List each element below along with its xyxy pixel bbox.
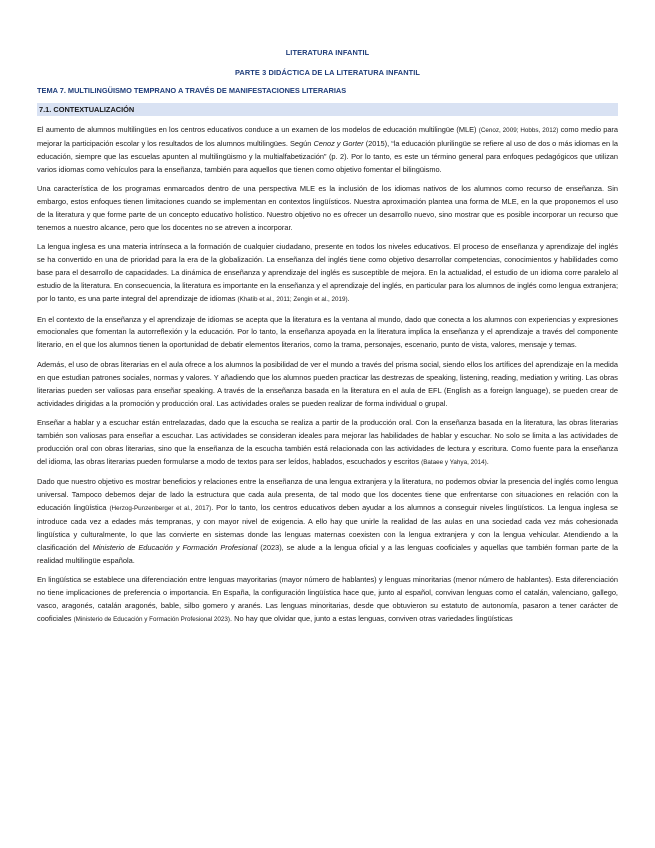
- citation: (Khatib et al., 2011; Zengin et al., 2019): [237, 296, 348, 304]
- paragraph-text: . Por lo tanto, los centros educativos deben ayudar a los alumnos a conseguir niveles lingüísticos. La lengua inglesa se introduce cada vez a edades más tempranas, y con mayor nivel de exigencia. A ello hay que unirle la realidad de las aulas en una sociedad cada vez más cohesionada lingüística y culturalmente, lo que las convierte en sistemas donde las lenguas maternas coexisten con la lengua extranjera y con la lengua vehicular. Atendiendo a la clasificación del: [37, 503, 618, 552]
- paragraph-text: La lengua inglesa es una materia intrínseca a la formación de cualquier ciudadano, presente en todos los niveles educativos. El proceso de enseñanza y aprendizaje del inglés se ha convertido en una de prioridad para la era de la globalización. La enseñanza del inglés tiene como objetivo desarrollar competencias, conocimientos y habilidades como base para el desarrollo de capacidades. La dinámica de enseñanza y aprendizaje del inglés es susceptible de mejora. En la actualidad, el estudio de un idioma corre paralelo al estudio de la literatura. En consecuencia, la literatura es importante en la enseñanza y el aprendizaje del inglés, en particular para los alumnos de inglés como lengua extranjera; por lo tanto, es una parte integral del aprendizaje de idiomas: [37, 242, 618, 304]
- paragraph-text: En lingüística se establece una diferenciación entre lenguas mayoritarias (mayor número de hablantes) y lenguas minoritarias (menor número de hablantes). Esta diferenciación no tiene implicaciones de preferencia o importancia. En España, la configuración lingüística hace que, junto al español, convivan lenguas como el catalán, valenciano, gallego, vasco, aragonés, catalán aragonés, bable, silbo gomero y aranés. Las lenguas minoritarias, desde que obtuvieron su estatuto de autonomía, pasaron a tener carácter de cooficiales: [37, 575, 618, 623]
- paragraph-text: .: [347, 294, 350, 304]
- topic-title: TEMA 7. MULTILINGÜISMO TEMPRANO A TRAVÉS DE MANIFESTACIONES LITERARIAS: [37, 86, 347, 95]
- paragraph-text: .: [486, 456, 489, 466]
- paragraph-2: Una característica de los programas enmarcados dentro de una perspectiva MLE es la inclusión de los idiomas nativos de los alumnos como recurso de enseñanza. Sin embargo, estos enfoques tienen limitaciones cuando se implementan en contextos lingüísticos. Nuestra aproximación plantea una forma de MLE, en la que proponemos el uso de la literatura y que forme parte de un concepto educativo holístico. Nuestro objetivo no es ofrecer un desarrollo nuevo, sino mostrar que es posible incorporar un recurso que tenemos a nuestro alcance, pero que los docentes no se atreven a incorporar.: [37, 184, 618, 232]
- paragraph-1: [37, 124, 618, 177]
- paragraph-8: [37, 574, 618, 627]
- paragraph-text: Dado que nuestro objetivo es mostrar beneficios y relaciones entre la enseñanza de una lengua extranjera y la literatura, no podemos obviar la presencia del inglés como lengua universal. Tampoco debemos dejar de lado la estructura que cada aula presenta, de tal modo que los docentes tiene que enfrentarse con situaciones en relación con la educación lingüística: [37, 477, 618, 513]
- citation: (Bataee y Yahya, 2014): [421, 458, 487, 466]
- citation: (Cenoz, 2009; Hobbs, 2012): [478, 127, 559, 134]
- course-title: LITERATURA INFANTIL: [285, 48, 370, 57]
- author-italic: Cenoz y Gorter: [313, 138, 364, 148]
- document-body: [37, 124, 618, 633]
- paragraph-3: [37, 241, 618, 307]
- section-heading: 7.1. CONTEXTUALIZACIÓN: [39, 105, 135, 114]
- paragraph-5: Además, el uso de obras literarias en el aula ofrece a los alumnos la posibilidad de ver el mundo a través del prisma social, siendo ellos los artífices del aprendizaje en la medida en que estudian patrones sociales, normas y valores. Y añadiendo que los alumnos pueden practicar las destrezas de speaking, listening, reading, mediation y writing. Las obras literarias pueden ser valiosas para enseñar speaking. A través de la enseñanza basada en la literatura en el aula de EFL (English as a foreign language), se pueden crear de actividades dirigidas a la promoción y producción oral. Las actividades orales se pueden realizar de forma individual o grupal.: [37, 359, 618, 408]
- paragraph-text: El aumento de alumnos multilingües en los centros educativos conduce a un examen de los modelos de educación multilingüe (MLE): [37, 125, 477, 134]
- paragraph-text: . No hay que olvidar que, junto a estas lenguas, conviven otras variedades lingüísticas: [230, 613, 513, 623]
- paragraph-text: Enseñar a hablar y a escuchar están entrelazadas, dado que la escucha se realiza a partir de la producción oral. Con la enseñanza basada en la literatura, las obras literarias también son valiosas para enseñar a escuchar. Las actividades se consideran ideales para mejorar las habilidades de hablar y escuchar. No solo se limita a las actividades de producción oral con obras literarias, sino que la enseñanza de la escucha también está relacionada con las actividades de lectura y escritura. Como fuente para la enseñanza del idioma, las obras literarias pueden formularse a modo de textos para ser leídos, hablados, escuchados y escritos: [37, 418, 618, 466]
- paragraph-text: (2015), “la educación plurilingüe se refiere al uso de dos o más idiomas en la educación, siempre que las escuelas apunten al multilingüismo y la multialfabetización” (p. 2). Por lo tanto, es este un término general para enfoques pedagógicos que utilizan varios idiomas como vehículos para la enseñanza, también para aquellos que tienen como objetivo fomentar el bilingüismo.: [37, 138, 618, 174]
- part-title: PARTE 3 DIDÁCTICA DE LA LITERATURA INFANTIL: [234, 68, 421, 77]
- citation: (Herzog-Punzenberger et al., 2017): [109, 505, 212, 513]
- paragraph-text: (2023), se alude a la lengua oficial y a las lenguas cooficiales y aquellas que también forman parte de la realidad multilingüe española.: [37, 542, 618, 565]
- paragraph-text: como medio para mejorar la participación escolar y los resultados de los alumnos multilingües. Según: [37, 125, 619, 148]
- publisher-italic: Ministerio de Educación y Formación Profesional: [92, 542, 258, 552]
- paragraph-6: [37, 417, 618, 470]
- paragraph-7: [37, 476, 618, 567]
- citation: (Ministerio de Educación y Formación Profesional 2023): [73, 615, 231, 623]
- paragraph-4: En el contexto de la enseñanza y el aprendizaje de idiomas se acepta que la literatura es la ventana al mundo, dado que conecta a los alumnos con experiencias y expresiones emocionales que fomentan la autorreflexión y la educación. Por lo tanto, la enseñanza apoyada en la literatura implica la enseñanza y el aprendizaje a través del componente literario, en el que los alumnos tienen la oportunidad de debatir elementos literarios, como la trama, personajes, escenario, punto de vista, valores, mensaje y temas.: [37, 314, 618, 350]
- section-heading-bar: [37, 103, 618, 116]
